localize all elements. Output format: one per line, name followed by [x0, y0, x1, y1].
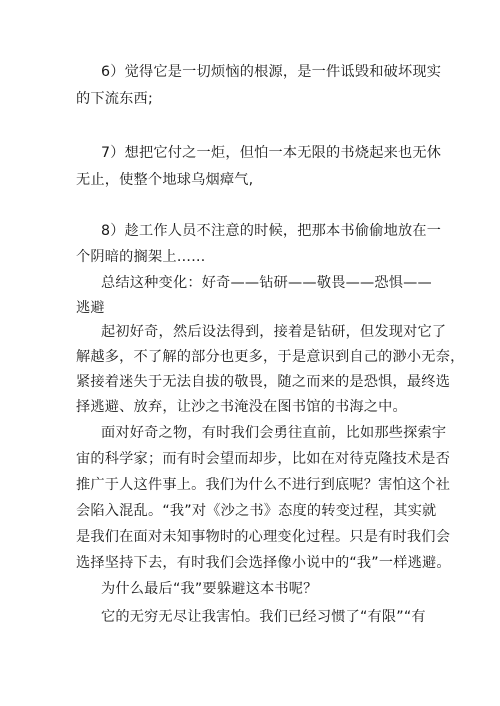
text-line: 总结这种变化：好奇——钻研——敬畏——恐惧—— — [101, 275, 432, 291]
text-line: 会陷入混乱。“我”对《沙之书》态度的转变过程，其实就 — [76, 503, 437, 519]
text-line: 逃避 — [76, 300, 105, 316]
text-line: 紧接着迷失于无法自拔的敬畏，随之而来的是恐惧，最终选 — [76, 374, 451, 390]
text-line: 解越多，不了解的部分也更多，于是意识到自己的渺小无奈， — [76, 349, 465, 365]
text-line: 选择坚持下去，有时我们会选择像小说中的“我”一样逃避。 — [76, 555, 451, 571]
text-line: 7）想把它付之一炬，但怕一本无限的书烧起来也无休 — [101, 145, 442, 161]
text-line: 择逃避、放弃，让沙之书淹没在图书馆的书海之中。 — [76, 399, 407, 415]
text-line: 是我们在面对未知事物时的心理变化过程。只是有时我们会 — [76, 529, 451, 545]
text-line: 的下流东西; — [76, 91, 153, 107]
text-line: 8）趁工作人员不注意的时候，把那本书偷偷地放在一 — [101, 223, 442, 239]
text-line: 推广于人这件事上。我们为什么不进行到底呢？害怕这个社 — [76, 477, 451, 493]
text-line: 它的无穷无尽让我害怕。我们已经习惯了“有限”“有 — [101, 609, 426, 625]
text-line: 个阴暗的搁架上…… — [76, 249, 206, 265]
text-line: 6）觉得它是一切烦恼的根源，是一件诋毁和破坏现实 — [101, 64, 442, 80]
text-line: 起初好奇，然后设法得到，接着是钻研，但发现对它了 — [101, 324, 447, 340]
text-line: 为什么最后“我”要躲避这本书呢？ — [101, 581, 318, 597]
text-line: 无止，使整个地球乌烟瘴气, — [76, 172, 254, 188]
text-line: 面对好奇之物，有时我们会勇往直前，比如那些探索宇 — [101, 425, 447, 441]
text-line: 宙的科学家；而有时会望而却步，比如在对待克隆技术是否 — [76, 451, 451, 467]
